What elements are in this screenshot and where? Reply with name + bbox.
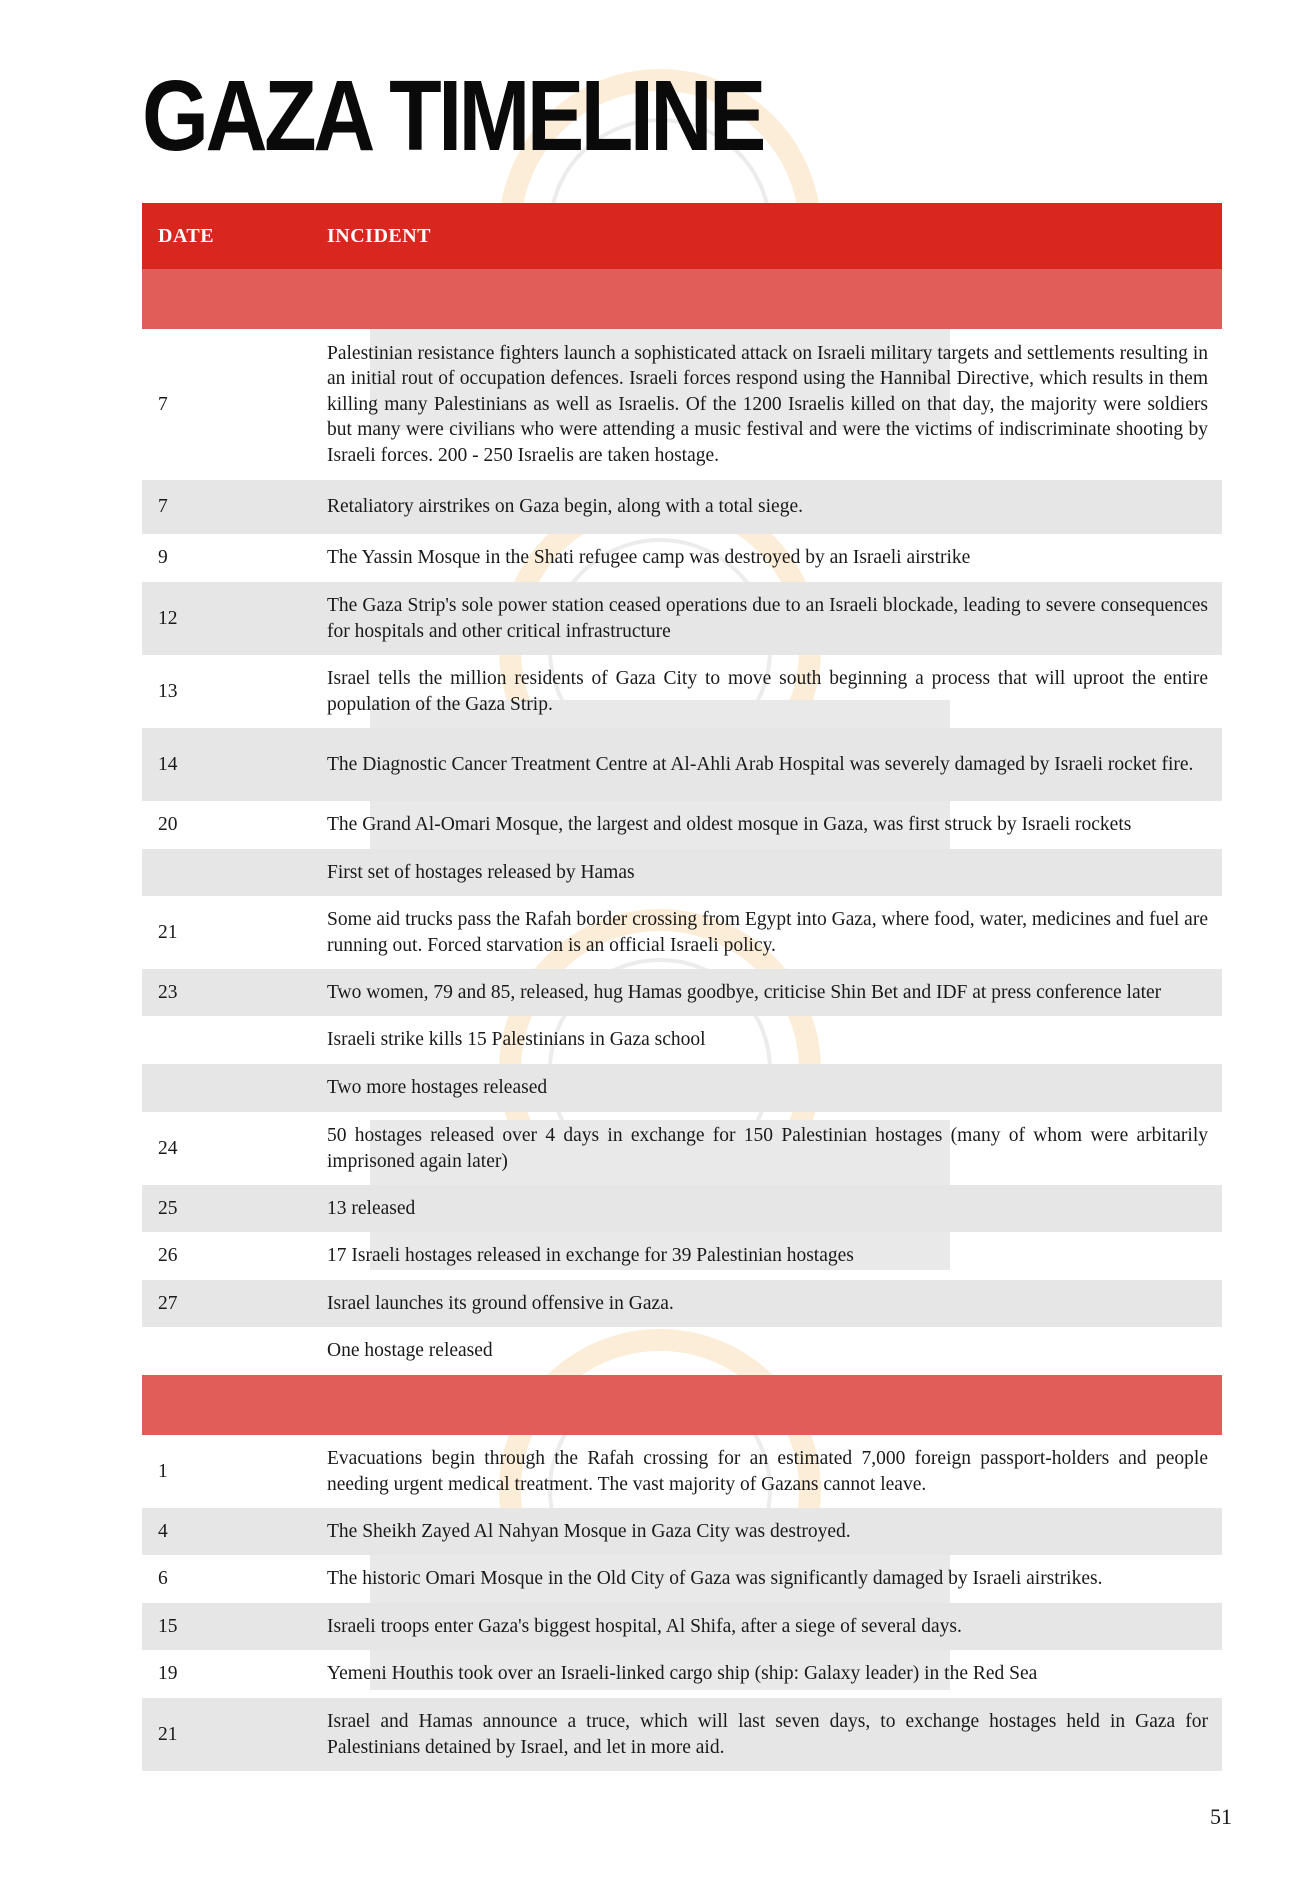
table-row [142,1555,1222,1603]
row-date: 15 [158,1615,178,1637]
row-incident: Israel and Hamas announce a truce, which will last seven days, to exchange hostages held in Gaza for Palestinians detained by Israel, and let in more aid. [327,1711,1208,1758]
row-date: 1 [158,1460,168,1482]
table-row [142,896,1222,969]
row-incident: Two women, 79 and 85, released, hug Hamas goodbye, criticise Shin Bet and IDF at press conference later [327,981,1162,1003]
row-date: 26 [158,1245,178,1267]
row-incident: Israeli troops enter Gaza's biggest hospital, Al Shifa, after a siege of several days. [327,1615,962,1637]
row-date: 23 [158,981,178,1003]
row-incident: Two more hostages released [327,1077,548,1099]
row-incident: 13 released [327,1197,416,1219]
month-band-october [142,269,1222,329]
row-incident: Israeli strike kills 15 Palestinians in Gaza school [327,1029,706,1051]
row-date: 25 [158,1197,178,1219]
row-incident: Some aid trucks pass the Rafah border crossing from Egypt into Gaza, where food, water, medicines and fuel are running out. Forced starvation is an official Israeli policy. [327,909,1208,956]
table-row [142,480,1222,534]
row-incident: Yemeni Houthis took over an Israeli-linked cargo ship (ship: Galaxy leader) in the Red Sea [327,1663,1038,1685]
row-incident: First set of hostages released by Hamas [327,861,635,883]
row-date: 27 [158,1292,178,1314]
table-row [142,1650,1222,1698]
row-date: 7 [158,496,168,518]
table-row [142,582,1222,655]
page-title: GAZA TIMELINE [142,60,763,172]
date-column-header: DATE [158,224,215,247]
table-row [142,655,1222,728]
table-row [142,801,1222,849]
row-incident: Retaliatory airstrikes on Gaza begin, along with a total siege. [327,496,803,518]
row-date: 20 [158,814,178,836]
row-incident: The Sheikh Zayed Al Nahyan Mosque in Gaza City was destroyed. [327,1520,851,1542]
row-incident: The Grand Al-Omari Mosque, the largest and oldest mosque in Gaza, was first struck by Israeli rockets [327,814,1132,836]
table-row [142,534,1222,582]
table-row [142,1185,1222,1232]
row-date: 21 [158,921,178,943]
row-date: 19 [158,1663,178,1685]
row-incident: Israel launches its ground offensive in Gaza. [327,1292,674,1314]
table-header [142,203,1222,269]
row-incident: 17 Israeli hostages released in exchange for 39 Palestinian hostages [327,1245,854,1267]
table-row [142,1232,1222,1280]
row-incident: The Yassin Mosque in the Shati refugee camp was destroyed by an Israeli airstrike [327,547,971,569]
row-date: 24 [158,1137,178,1159]
table-row [142,1435,1222,1508]
table-row [142,1508,1222,1555]
table-row [142,1016,1222,1064]
table-row [142,728,1222,801]
row-incident: 50 hostages released over 4 days in exchange for 150 Palestinian hostages (many of whom were arbitarily imprisoned again later) [327,1125,1208,1172]
row-incident: One hostage released [327,1340,493,1362]
row-date: 4 [158,1520,168,1542]
timeline-table [142,203,1222,1771]
table-row [142,1112,1222,1185]
row-incident: Evacuations begin through the Rafah crossing for an estimated 7,000 foreign passport-holders and people needing urgent medical treatment. The vast majority of Gazans cannot leave. [327,1448,1208,1495]
row-date: 14 [158,753,178,775]
month-band-november [142,1375,1222,1435]
row-date: 13 [158,680,178,702]
row-incident: The Diagnostic Cancer Treatment Centre at Al-Ahli Arab Hospital was severely damaged by Israeli rocket fire. [327,753,1194,775]
row-date: 21 [158,1723,178,1745]
table-row [142,1280,1222,1327]
table-row [142,329,1222,480]
row-date: 6 [158,1568,168,1590]
table-row [142,1698,1222,1771]
row-date: 12 [158,607,178,629]
row-incident: The Gaza Strip's sole power station ceased operations due to an Israeli blockade, leading to severe consequences for hospitals and other critical infrastructure [327,595,1208,642]
incident-column-header: INCIDENT [327,224,432,247]
page-number: 51 [1210,1804,1232,1829]
table-row [142,1064,1222,1112]
table-row [142,849,1222,896]
row-incident: Israel tells the million residents of Gaza City to move south beginning a process that will uproot the entire population of the Gaza Strip. [327,668,1208,715]
table-row [142,969,1222,1016]
table-row [142,1327,1222,1375]
row-date: 9 [158,547,168,569]
row-incident: Palestinian resistance fighters launch a sophisticated attack on Israeli military targets and settlements resulting in an initial rout of occupation defences. Israeli forces respond using the Hannibal Directive, which results in them killing many Palestinians as well as Israelis. Of the 1200 Israelis killed on that day, the majority were soldiers but many were civilians who were attending a music festival and were the victims of indiscriminate shooting by Israeli forces. 200 - 250 Israelis are taken hostage. [327,342,1208,466]
row-date: 7 [158,393,168,415]
table-row [142,1603,1222,1650]
row-incident: The historic Omari Mosque in the Old City of Gaza was significantly damaged by Israeli airstrikes. [327,1568,1103,1590]
